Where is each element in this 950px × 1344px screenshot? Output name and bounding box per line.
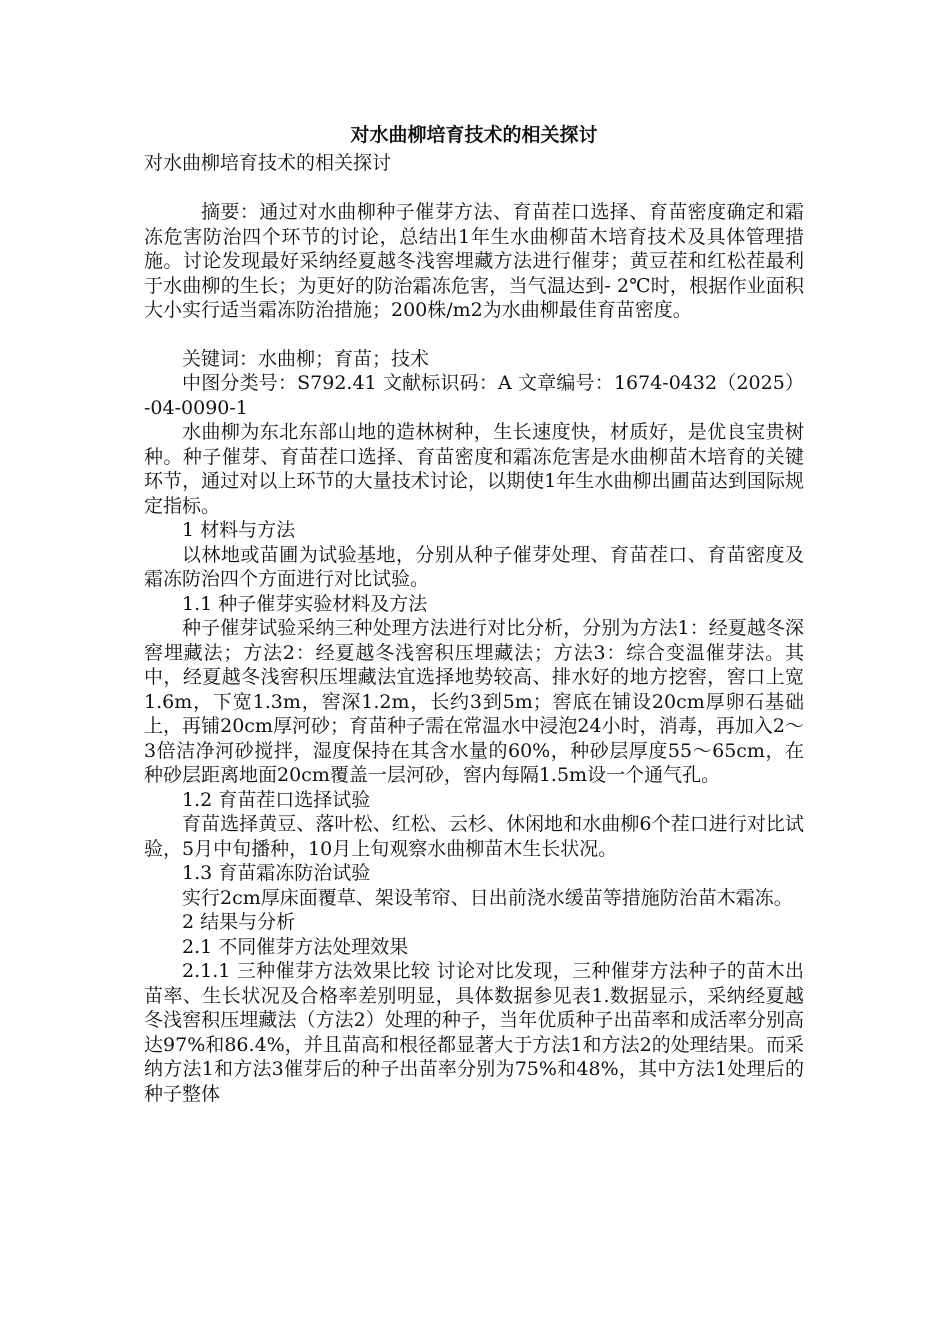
- spacer: [144, 323, 804, 347]
- section-1-3-heading: 1.3 育苗霜冻防治试验: [182, 862, 371, 884]
- section-1-text: 以林地或苗圃为试验基地，分别从种子催芽处理、育苗茬口、育苗密度及霜冻防治四个方面进行对比试验。: [144, 543, 804, 590]
- document-page: [144, 120, 804, 1106]
- classification-line: 中图分类号：S792.41 文献标识码：A 文章编号：1674-0432（2025）-04-0090-1: [144, 372, 804, 419]
- section-1-3-text: 实行2cm厚床面覆草、架设苇帘、日出前浇水缓苗等措施防治苗木霜冻。: [182, 886, 793, 909]
- document-title: 对水曲柳培育技术的相关探讨: [350, 124, 598, 146]
- section-1-2-heading: 1.2 育苗茬口选择试验: [182, 788, 371, 811]
- section-1-2-text: 育苗选择黄豆、落叶松、红松、云杉、休闲地和水曲柳6个茬口进行对比试验，5月中旬播种，10月上旬观察水曲柳苗木生长状况。: [144, 813, 804, 860]
- document-subtitle: 对水曲柳培育技术的相关探讨: [144, 152, 392, 174]
- spacer: [144, 176, 804, 200]
- intro-paragraph: 水曲柳为东北东部山地的造林树种，生长速度快，材质好，是优良宝贵树种。种子催芽、育苗茬口选择、育苗密度和霜冻危害是水曲柳苗木培育的关键环节，通过对以上环节的大量技术讨论，以期使1年生水曲柳出圃苗达到国际规定指标。: [144, 421, 804, 517]
- section-1-1-heading: 1.1 种子催芽实验材料及方法: [182, 592, 428, 615]
- section-1-1-text: 种子催芽试验采纳三种处理方法进行对比分析，分别为方法1：经夏越冬深窖埋藏法；方法2：经夏越冬浅窖积压埋藏法；方法3：综合变温催芽法。其中，经夏越冬浅窖积压埋藏法宜选择地势较高、排水好的地方挖窖，窖口上宽1.6m，下宽1.3m，窖深1.2m，长约3到5m；窖底在铺设20cm厚卵石基础上，再铺20cm厚河砂；育苗种子需在常温水中浸泡24小时，消毒，再加入2～3倍洁净河砂搅拌，湿度保持在其含水量的60%，种砂层厚度55～65cm，在种砂层距离地面20cm覆盖一层河砂，窖内每隔1.5m设一个通气孔。: [144, 617, 804, 786]
- keywords-line: 关键词：水曲柳；育苗；技术: [182, 347, 430, 370]
- section-2-heading: 2 结果与分析: [182, 911, 296, 933]
- abstract-paragraph: 摘要：通过对水曲柳种子催芽方法、育苗茬口选择、育苗密度确定和霜冻危害防治四个环节的讨论，总结出1年生水曲柳苗木培育技术及具体管理措施。讨论发现最好采纳经夏越冬浅窖埋藏方法进行催芽；黄豆茬和红松茬最利于水曲柳的生长；为更好的防治霜冻危害，当气温达到- 2℃时，根据作业面积大小实行适当霜冻防治措施；200株/m2为水曲柳最佳育苗密度。: [144, 201, 804, 321]
- section-2-1-heading: 2.1 不同催芽方法处理效果: [182, 935, 409, 958]
- section-1-heading: 1 材料与方法: [182, 519, 296, 541]
- section-2-1-1-text: 2.1.1 三种催芽方法效果比较 讨论对比发现，三种催芽方法种子的苗木出苗率、生长状况及合格率差别明显，具体数据参见表1.数据显示，采纳经夏越冬浅窖积压埋藏法（方法2）处理的种子，当年优质种子出苗率和成活率分别高达97%和86.4%，并且苗高和根径都显著大于方法1和方法2的处理结果。而采纳方法1和方法3催芽后的种子出苗率分别为75%和48%，其中方法1处理后的种子整体: [144, 960, 804, 1105]
